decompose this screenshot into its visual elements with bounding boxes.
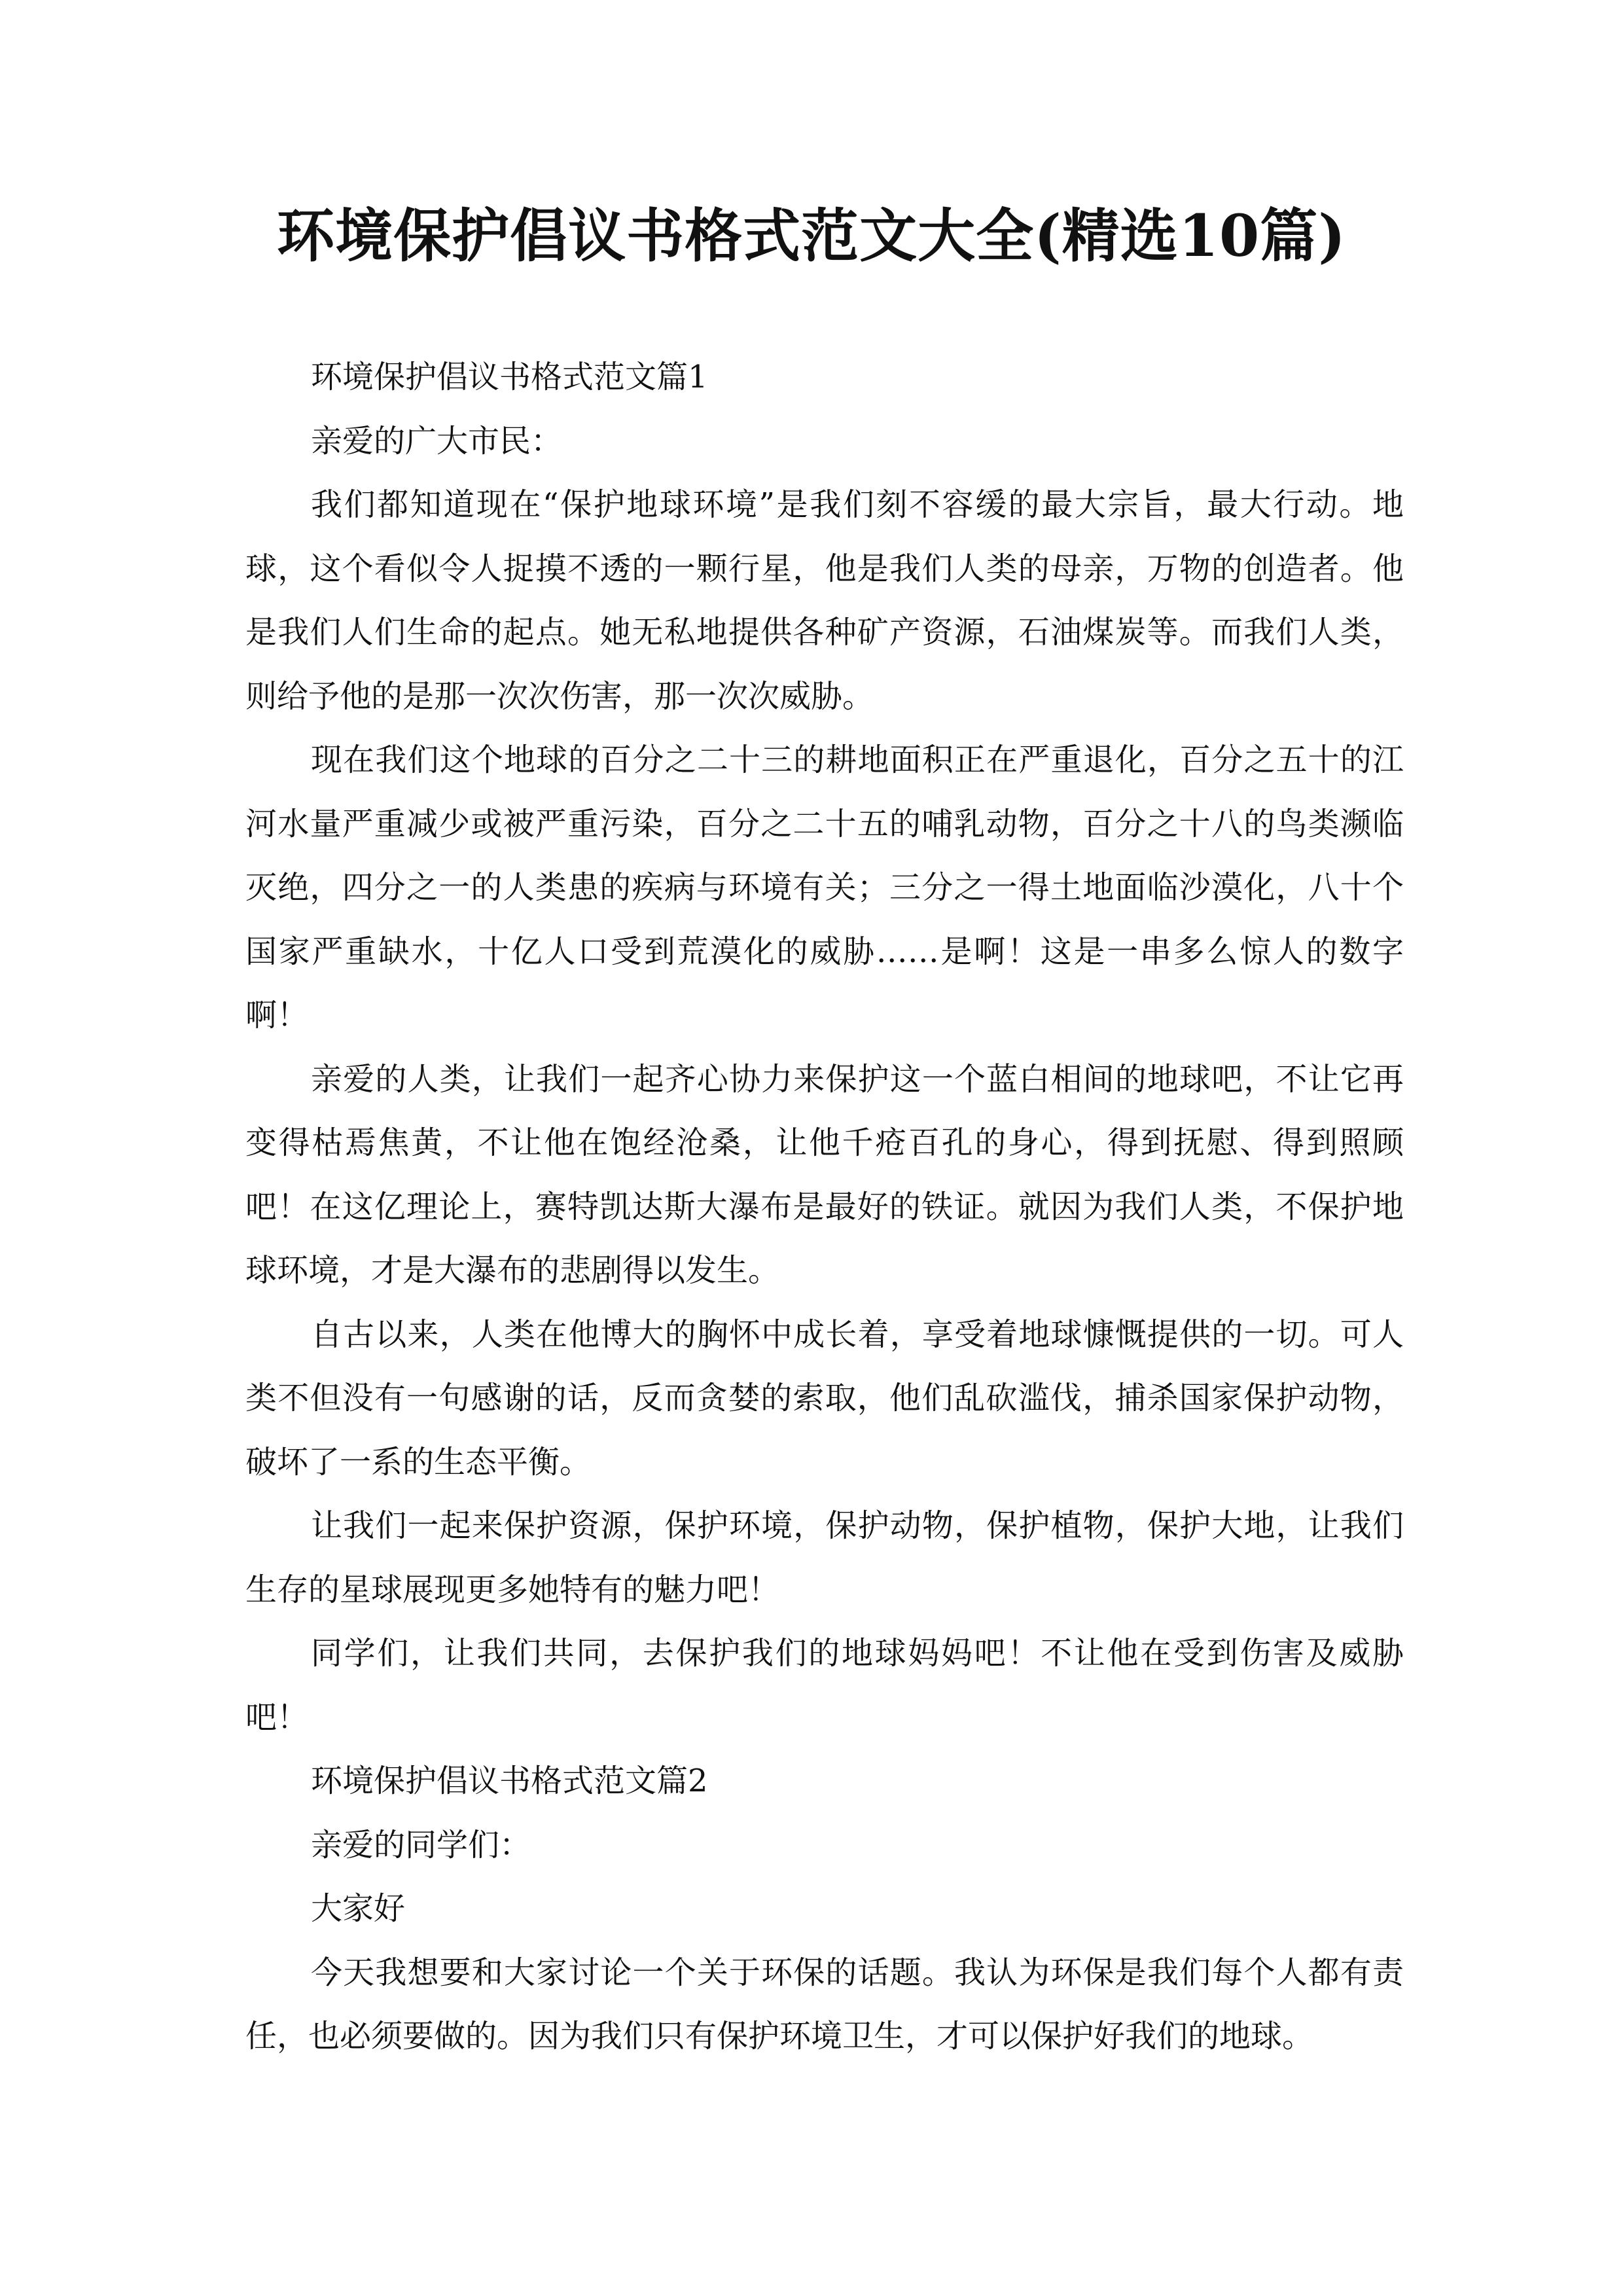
body-paragraph: 亲爱的人类，让我们一起齐心协力来保护这一个蓝白相间的地球吧，不让它再变得枯焉焦黄，不让他在饱经沧桑，让他千疮百孔的身心，得到抚慰、得到照顾吧！在这亿理论上，赛特凯达斯大瀑布是最好的铁证。就因为我们人类，不保护地球环境，才是大瀑布的悲剧得以发生。 xyxy=(245,1060,1404,1289)
greeting: 大家好 xyxy=(311,1890,406,1927)
salutation-1: 亲爱的广大市民： xyxy=(311,422,563,459)
body-paragraph: 现在我们这个地球的百分之二十三的耕地面积正在严重退化，百分之五十的江河水量严重减少或被严重污染，百分之二十五的哺乳动物，百分之十八的鸟类濒临灭绝，四分之一的人类患的疾病与环境有关；三分之一得土地面临沙漠化，八十个国家严重缺水，十亿人口受到荒漠化的威胁……是啊！这是一串多么惊人的数字啊！ xyxy=(245,742,1404,1033)
body-paragraph: 让我们一起来保护资源，保护环境，保护动物，保护植物，保护大地，让我们生存的星球展现更多她特有的魅力吧！ xyxy=(245,1507,1404,1608)
section-heading-1: 环境保护倡议书格式范文篇1 xyxy=(311,359,708,395)
salutation-2: 亲爱的同学们： xyxy=(311,1826,531,1863)
body-paragraph: 我们都知道现在“保护地球环境”是我们刻不容缓的最大宗旨，最大行动。地球，这个看似令人捉摸不透的一颗行星，他是我们人类的母亲，万物的创造者。他是我们人们生命的起点。她无私地提供各种矿产资源，石油煤炭等。而我们人类，则给予他的是那一次次伤害，那一次次威胁。 xyxy=(245,486,1404,715)
section-heading-2: 环境保护倡议书格式范文篇2 xyxy=(311,1763,708,1799)
document-body xyxy=(245,346,1404,2069)
body-paragraph: 同学们，让我们共同，去保护我们的地球妈妈吧！不让他在受到伤害及威胁吧！ xyxy=(245,1635,1404,1736)
body-paragraph: 自古以来，人类在他博大的胸怀中成长着，享受着地球慷慨提供的一切。可人类不但没有一句感谢的话，反而贪婪的索取，他们乱砍滥伐，捕杀国家保护动物，破坏了一系的生态平衡。 xyxy=(245,1316,1404,1480)
body-paragraph: 今天我想要和大家讨论一个关于环保的话题。我认为环保是我们每个人都有责任，也必须要做的。因为我们只有保护环境卫生，才可以保护好我们的地球。 xyxy=(245,1954,1404,2054)
document-title: 环境保护倡议书格式范文大全(精选10篇) xyxy=(277,202,1346,270)
